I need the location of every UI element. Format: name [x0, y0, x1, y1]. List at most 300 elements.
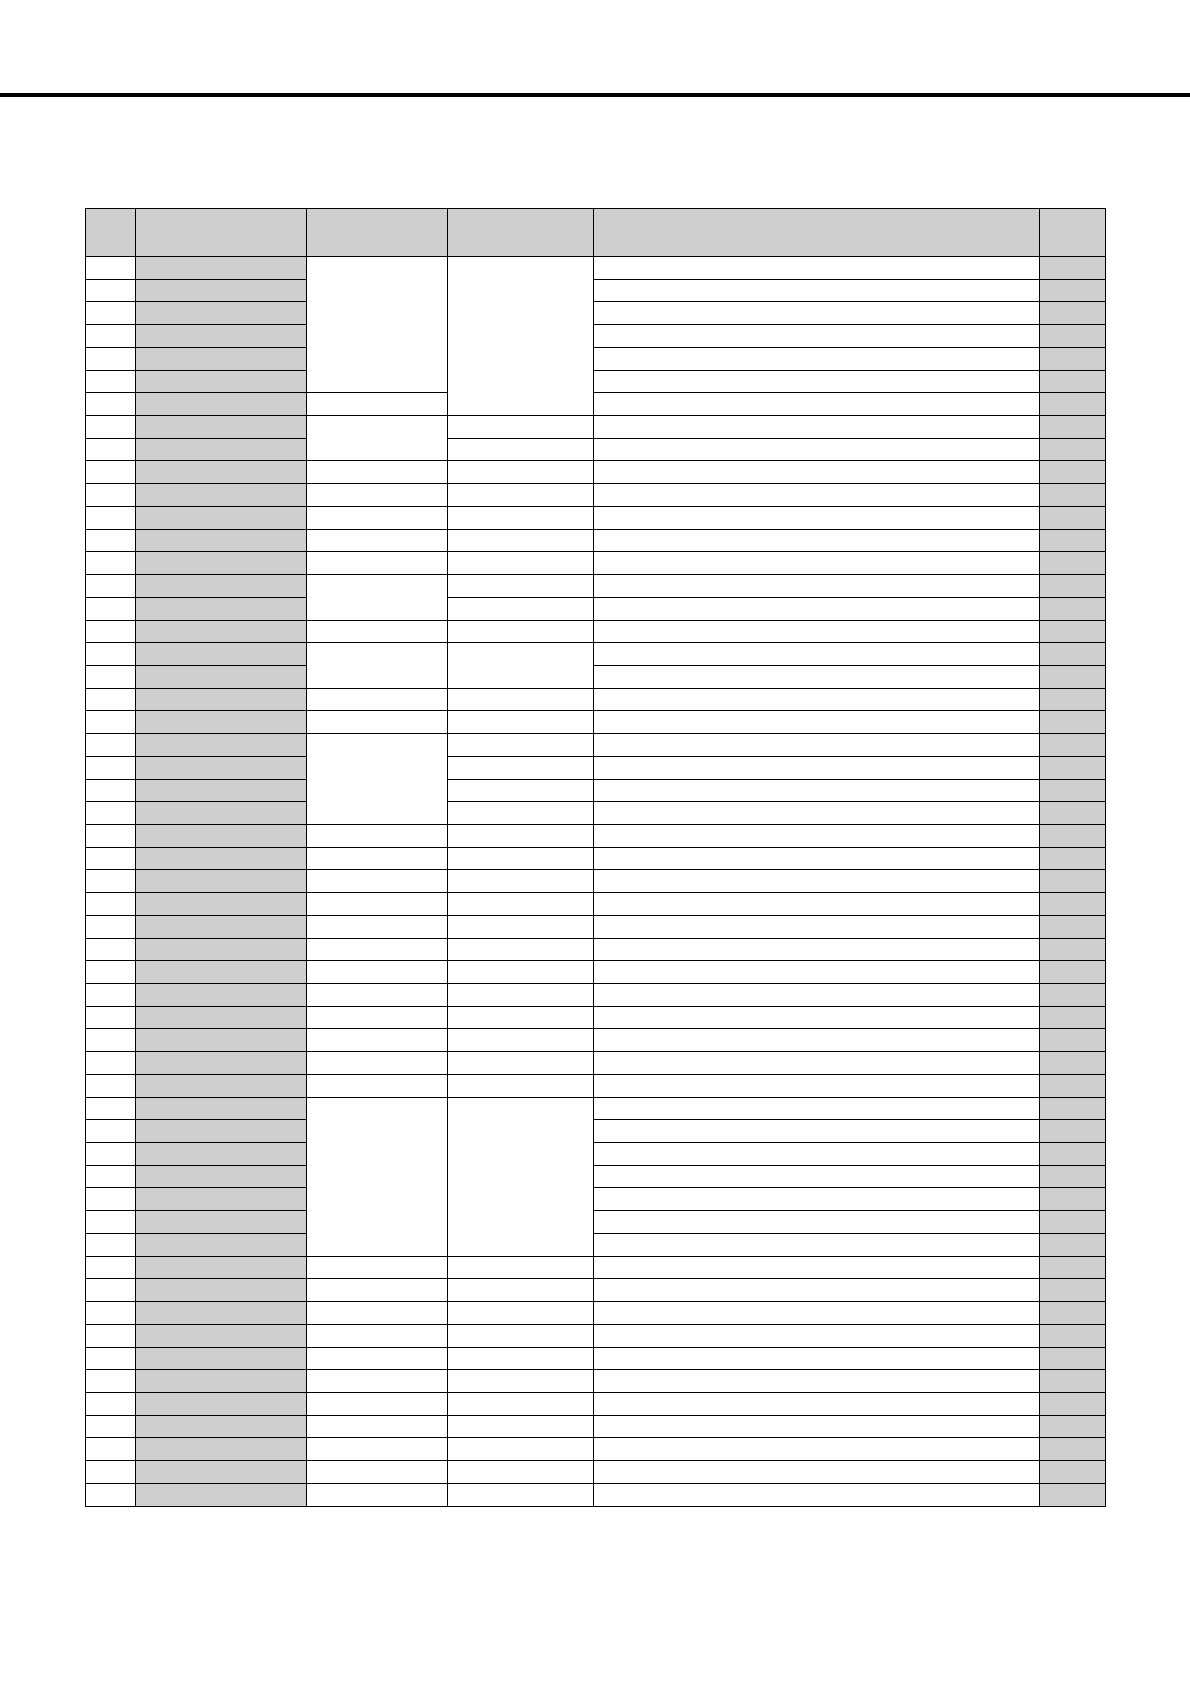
cell-item: [136, 506, 307, 529]
cell-category: [448, 620, 594, 643]
cell-mark: [1040, 1165, 1106, 1188]
cell-group: [307, 870, 448, 893]
data-table: [85, 208, 1106, 1507]
cell-description: [594, 779, 1040, 802]
cell-item: [136, 461, 307, 484]
cell-group: [307, 1370, 448, 1393]
cell-description: [594, 1438, 1040, 1461]
cell-category: [448, 893, 594, 916]
cell-mark: [1040, 1052, 1106, 1075]
cell-mark: [1040, 893, 1106, 916]
cell-description: [594, 802, 1040, 825]
cell-description: [594, 597, 1040, 620]
cell-description: [594, 370, 1040, 393]
cell-mark: [1040, 802, 1106, 825]
cell-description: [594, 552, 1040, 575]
cell-group: [307, 1256, 448, 1279]
cell-description: [594, 575, 1040, 598]
cell-no: [86, 1120, 136, 1143]
cell-description: [594, 688, 1040, 711]
cell-group: [307, 1302, 448, 1325]
cell-category: [448, 597, 594, 620]
cell-group: [307, 938, 448, 961]
cell-no: [86, 1461, 136, 1484]
cell-description: [594, 665, 1040, 688]
cell-mark: [1040, 756, 1106, 779]
cell-group: [307, 688, 448, 711]
cell-no: [86, 1438, 136, 1461]
cell-description: [594, 620, 1040, 643]
cell-category: [448, 1392, 594, 1415]
cell-description: [594, 1143, 1040, 1166]
cell-no: [86, 1256, 136, 1279]
cell-category: [448, 1370, 594, 1393]
cell-category: [448, 461, 594, 484]
table-row: [86, 461, 1106, 484]
cell-category: [448, 1029, 594, 1052]
cell-description: [594, 1279, 1040, 1302]
cell-no: [86, 688, 136, 711]
cell-no: [86, 1097, 136, 1120]
cell-no: [86, 279, 136, 302]
cell-group: [307, 1415, 448, 1438]
cell-item: [136, 1120, 307, 1143]
cell-mark: [1040, 1324, 1106, 1347]
cell-item: [136, 1052, 307, 1075]
cell-no: [86, 665, 136, 688]
cell-description: [594, 938, 1040, 961]
cell-group: [307, 643, 448, 688]
cell-description: [594, 1302, 1040, 1325]
cell-no: [86, 597, 136, 620]
table-row: [86, 416, 1106, 439]
cell-group: [307, 1029, 448, 1052]
cell-item: [136, 1165, 307, 1188]
cell-item: [136, 711, 307, 734]
header-cell-description: [594, 209, 1040, 257]
cell-description: [594, 847, 1040, 870]
cell-item: [136, 1302, 307, 1325]
cell-item: [136, 1233, 307, 1256]
table-row: [86, 779, 1106, 802]
cell-no: [86, 802, 136, 825]
cell-group: [307, 1347, 448, 1370]
cell-no: [86, 1279, 136, 1302]
cell-no: [86, 1483, 136, 1506]
cell-no: [86, 1302, 136, 1325]
cell-item: [136, 824, 307, 847]
cell-item: [136, 847, 307, 870]
cell-no: [86, 1233, 136, 1256]
table-row: [86, 1143, 1106, 1166]
cell-no: [86, 756, 136, 779]
cell-description: [594, 1029, 1040, 1052]
cell-category: [448, 847, 594, 870]
cell-category: [448, 824, 594, 847]
header-cell-item: [136, 209, 307, 257]
cell-item: [136, 1415, 307, 1438]
cell-mark: [1040, 711, 1106, 734]
cell-description: [594, 1415, 1040, 1438]
cell-category: [448, 870, 594, 893]
cell-group: [307, 1392, 448, 1415]
cell-mark: [1040, 665, 1106, 688]
cell-no: [86, 734, 136, 757]
cell-category: [448, 643, 594, 688]
cell-description: [594, 893, 1040, 916]
cell-item: [136, 1074, 307, 1097]
cell-no: [86, 575, 136, 598]
cell-category: [448, 915, 594, 938]
cell-description: [594, 1097, 1040, 1120]
cell-no: [86, 1029, 136, 1052]
cell-description: [594, 984, 1040, 1007]
cell-category: [448, 1279, 594, 1302]
table-row: [86, 1438, 1106, 1461]
cell-item: [136, 302, 307, 325]
cell-category: [448, 961, 594, 984]
cell-category: [448, 734, 594, 757]
cell-mark: [1040, 1029, 1106, 1052]
table-row: [86, 1211, 1106, 1234]
cell-item: [136, 1006, 307, 1029]
cell-item: [136, 529, 307, 552]
cell-no: [86, 347, 136, 370]
cell-mark: [1040, 575, 1106, 598]
cell-description: [594, 484, 1040, 507]
cell-group: [307, 416, 448, 461]
cell-group: [307, 1324, 448, 1347]
cell-category: [448, 688, 594, 711]
cell-mark: [1040, 257, 1106, 280]
cell-category: [448, 506, 594, 529]
cell-mark: [1040, 416, 1106, 439]
cell-description: [594, 1006, 1040, 1029]
cell-group: [307, 961, 448, 984]
table-row: [86, 870, 1106, 893]
cell-category: [448, 1483, 594, 1506]
table-row: [86, 893, 1106, 916]
cell-no: [86, 325, 136, 348]
cell-item: [136, 1392, 307, 1415]
cell-category: [448, 779, 594, 802]
cell-mark: [1040, 529, 1106, 552]
cell-description: [594, 1392, 1040, 1415]
cell-no: [86, 870, 136, 893]
cell-no: [86, 984, 136, 1007]
table-row: [86, 734, 1106, 757]
table-row: [86, 575, 1106, 598]
cell-description: [594, 1256, 1040, 1279]
cell-item: [136, 756, 307, 779]
cell-mark: [1040, 1097, 1106, 1120]
cell-no: [86, 529, 136, 552]
cell-description: [594, 347, 1040, 370]
cell-description: [594, 915, 1040, 938]
cell-item: [136, 984, 307, 1007]
cell-item: [136, 915, 307, 938]
cell-no: [86, 1347, 136, 1370]
cell-mark: [1040, 506, 1106, 529]
cell-group: [307, 257, 448, 393]
cell-category: [448, 1461, 594, 1484]
cell-no: [86, 1188, 136, 1211]
cell-description: [594, 1483, 1040, 1506]
cell-no: [86, 438, 136, 461]
cell-group: [307, 393, 448, 416]
cell-item: [136, 1483, 307, 1506]
cell-mark: [1040, 1461, 1106, 1484]
cell-category: [448, 575, 594, 598]
cell-description: [594, 529, 1040, 552]
cell-no: [86, 938, 136, 961]
cell-mark: [1040, 1347, 1106, 1370]
cell-no: [86, 552, 136, 575]
cell-category: [448, 438, 594, 461]
cell-item: [136, 1461, 307, 1484]
cell-no: [86, 484, 136, 507]
cell-mark: [1040, 938, 1106, 961]
cell-category: [448, 1006, 594, 1029]
cell-item: [136, 802, 307, 825]
cell-item: [136, 370, 307, 393]
cell-description: [594, 1120, 1040, 1143]
cell-category: [448, 1302, 594, 1325]
table-row: [86, 506, 1106, 529]
header-cell-group: [307, 209, 448, 257]
cell-no: [86, 1074, 136, 1097]
table-row: [86, 1302, 1106, 1325]
cell-no: [86, 620, 136, 643]
cell-item: [136, 1188, 307, 1211]
cell-item: [136, 1256, 307, 1279]
table-row: [86, 1097, 1106, 1120]
cell-item: [136, 597, 307, 620]
cell-mark: [1040, 302, 1106, 325]
cell-item: [136, 779, 307, 802]
cell-mark: [1040, 688, 1106, 711]
cell-group: [307, 1483, 448, 1506]
cell-item: [136, 257, 307, 280]
cell-category: [448, 1097, 594, 1256]
cell-item: [136, 665, 307, 688]
cell-mark: [1040, 552, 1106, 575]
cell-category: [448, 1438, 594, 1461]
cell-mark: [1040, 1006, 1106, 1029]
cell-no: [86, 257, 136, 280]
table-row: [86, 1029, 1106, 1052]
table-row: [86, 984, 1106, 1007]
cell-category: [448, 1324, 594, 1347]
cell-category: [448, 802, 594, 825]
table-row: [86, 938, 1106, 961]
cell-group: [307, 847, 448, 870]
table-row: [86, 1120, 1106, 1143]
cell-category: [448, 1256, 594, 1279]
cell-no: [86, 461, 136, 484]
cell-item: [136, 1097, 307, 1120]
cell-description: [594, 506, 1040, 529]
table-row: [86, 1415, 1106, 1438]
table-row: [86, 620, 1106, 643]
cell-description: [594, 870, 1040, 893]
cell-group: [307, 1438, 448, 1461]
cell-description: [594, 279, 1040, 302]
cell-item: [136, 1438, 307, 1461]
cell-category: [448, 984, 594, 1007]
table-row: [86, 665, 1106, 688]
table-row: [86, 438, 1106, 461]
cell-mark: [1040, 779, 1106, 802]
table-row: [86, 1324, 1106, 1347]
table-row: [86, 1483, 1106, 1506]
cell-mark: [1040, 484, 1106, 507]
cell-group: [307, 824, 448, 847]
table-row: [86, 302, 1106, 325]
cell-mark: [1040, 1233, 1106, 1256]
table-row: [86, 756, 1106, 779]
cell-no: [86, 961, 136, 984]
cell-item: [136, 484, 307, 507]
table-row: [86, 325, 1106, 348]
cell-category: [448, 257, 594, 416]
cell-mark: [1040, 1438, 1106, 1461]
cell-description: [594, 711, 1040, 734]
cell-mark: [1040, 1415, 1106, 1438]
cell-description: [594, 1233, 1040, 1256]
cell-no: [86, 370, 136, 393]
cell-mark: [1040, 961, 1106, 984]
header-cell-no: [86, 209, 136, 257]
cell-description: [594, 1324, 1040, 1347]
cell-mark: [1040, 1392, 1106, 1415]
cell-no: [86, 416, 136, 439]
table-row: [86, 1461, 1106, 1484]
cell-group: [307, 915, 448, 938]
cell-description: [594, 1347, 1040, 1370]
cell-category: [448, 711, 594, 734]
cell-description: [594, 1370, 1040, 1393]
cell-mark: [1040, 1120, 1106, 1143]
cell-item: [136, 325, 307, 348]
cell-no: [86, 847, 136, 870]
cell-description: [594, 393, 1040, 416]
cell-mark: [1040, 620, 1106, 643]
header-rule: [0, 93, 1190, 97]
cell-item: [136, 643, 307, 666]
cell-mark: [1040, 1302, 1106, 1325]
cell-description: [594, 416, 1040, 439]
cell-mark: [1040, 1370, 1106, 1393]
cell-group: [307, 893, 448, 916]
cell-group: [307, 529, 448, 552]
cell-category: [448, 1074, 594, 1097]
cell-item: [136, 870, 307, 893]
cell-mark: [1040, 597, 1106, 620]
table-row: [86, 1256, 1106, 1279]
cell-mark: [1040, 1279, 1106, 1302]
cell-category: [448, 484, 594, 507]
table-row: [86, 824, 1106, 847]
cell-description: [594, 1461, 1040, 1484]
cell-mark: [1040, 984, 1106, 1007]
cell-item: [136, 734, 307, 757]
cell-item: [136, 347, 307, 370]
cell-description: [594, 1074, 1040, 1097]
cell-group: [307, 484, 448, 507]
cell-group: [307, 1052, 448, 1075]
cell-item: [136, 1347, 307, 1370]
table-row: [86, 688, 1106, 711]
cell-no: [86, 1392, 136, 1415]
cell-category: [448, 529, 594, 552]
cell-mark: [1040, 1074, 1106, 1097]
cell-mark: [1040, 370, 1106, 393]
cell-mark: [1040, 643, 1106, 666]
table-row: [86, 1006, 1106, 1029]
table-header-row: [86, 209, 1106, 257]
table-row: [86, 347, 1106, 370]
table-row: [86, 552, 1106, 575]
cell-category: [448, 416, 594, 439]
table-row: [86, 1392, 1106, 1415]
cell-description: [594, 1165, 1040, 1188]
cell-mark: [1040, 1188, 1106, 1211]
cell-no: [86, 915, 136, 938]
cell-category: [448, 756, 594, 779]
table-row: [86, 257, 1106, 280]
cell-mark: [1040, 1256, 1106, 1279]
cell-item: [136, 416, 307, 439]
table-row: [86, 1279, 1106, 1302]
cell-item: [136, 279, 307, 302]
table-row: [86, 529, 1106, 552]
cell-no: [86, 1415, 136, 1438]
table-row: [86, 643, 1106, 666]
cell-item: [136, 575, 307, 598]
cell-no: [86, 1006, 136, 1029]
cell-group: [307, 984, 448, 1007]
table-row: [86, 1074, 1106, 1097]
cell-item: [136, 552, 307, 575]
cell-mark: [1040, 279, 1106, 302]
cell-description: [594, 1188, 1040, 1211]
cell-group: [307, 552, 448, 575]
cell-mark: [1040, 438, 1106, 461]
cell-description: [594, 302, 1040, 325]
cell-description: [594, 461, 1040, 484]
table-row: [86, 279, 1106, 302]
cell-item: [136, 1029, 307, 1052]
table-body: [86, 257, 1106, 1507]
cell-item: [136, 393, 307, 416]
cell-mark: [1040, 734, 1106, 757]
table-row: [86, 1052, 1106, 1075]
table-row: [86, 1233, 1106, 1256]
cell-mark: [1040, 461, 1106, 484]
cell-no: [86, 779, 136, 802]
table-row: [86, 915, 1106, 938]
cell-no: [86, 1324, 136, 1347]
cell-group: [307, 1074, 448, 1097]
cell-no: [86, 1143, 136, 1166]
cell-group: [307, 1006, 448, 1029]
table-row: [86, 484, 1106, 507]
cell-mark: [1040, 1483, 1106, 1506]
header-cell-category: [448, 209, 594, 257]
cell-mark: [1040, 393, 1106, 416]
cell-mark: [1040, 847, 1106, 870]
